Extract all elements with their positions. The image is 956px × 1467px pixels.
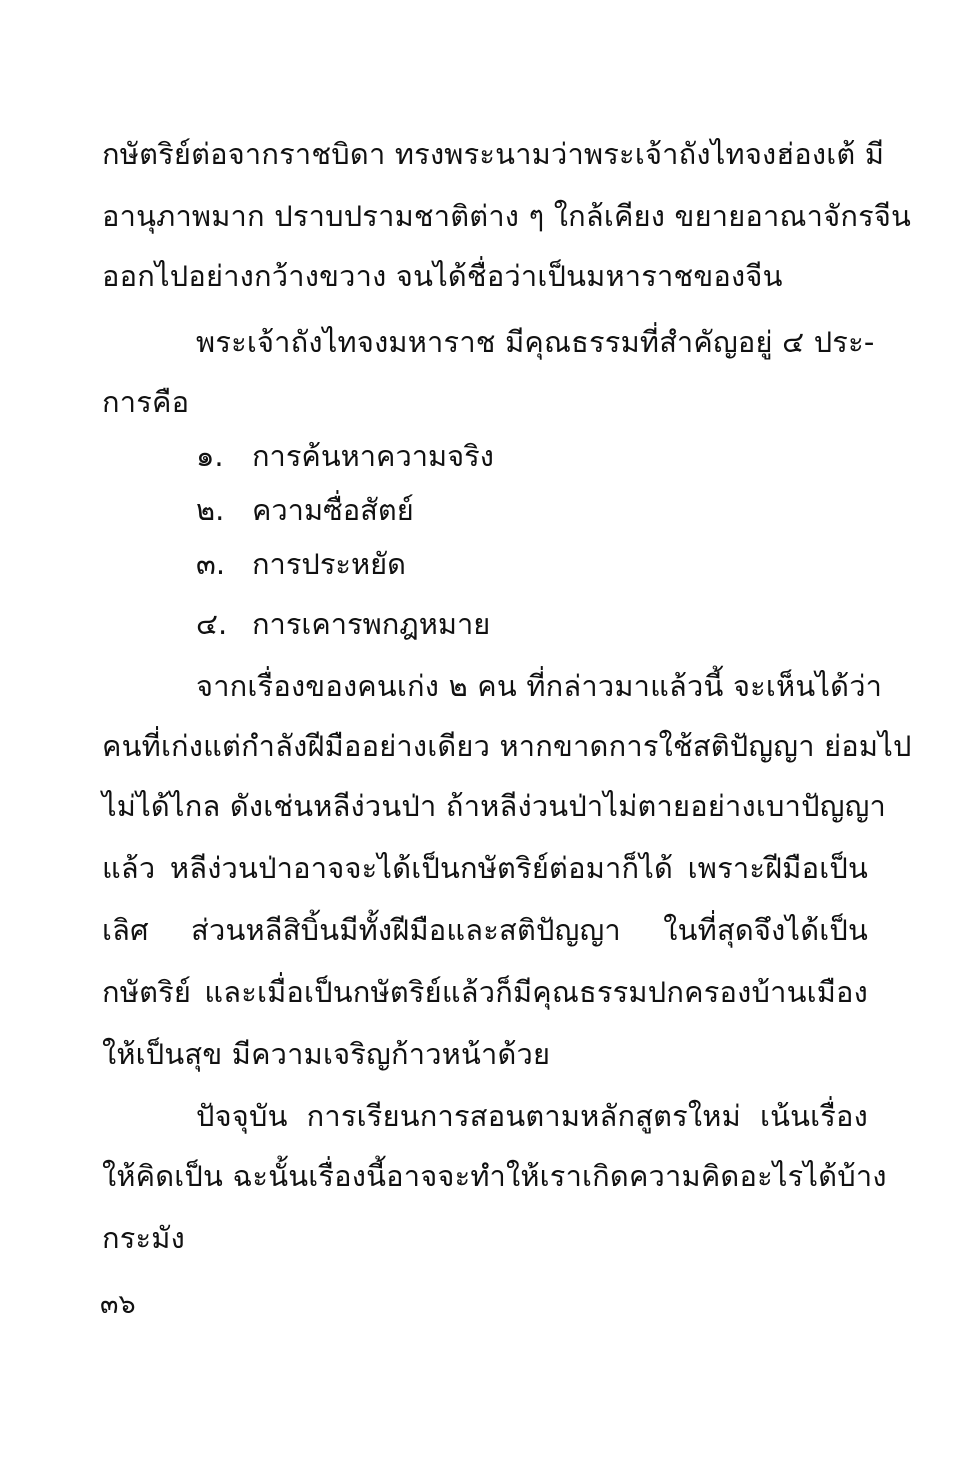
paragraph-2-line-2: การคือ xyxy=(102,385,190,419)
list-item-number: ๔. xyxy=(196,607,228,641)
list-item-number: ๓. xyxy=(196,547,226,581)
paragraph-1-line-1: กษัตริย์ต่อจากราชบิดา ทรงพระนามว่าพระเจ้าถังไทจงฮ่องเต้ มี xyxy=(102,137,885,171)
paragraph-3-line-5: เลิศ ส่วนหลีสิบิ้นมีทั้งฝีมือและสติปัญญา ในที่สุดจึงได้เป็น xyxy=(102,913,868,947)
paragraph-2-line-1: พระเจ้าถังไทจงมหาราช มีคุณธรรมที่สำคัญอยู่ ๔ ประ- xyxy=(196,325,875,359)
paragraph-3-line-2: คนที่เก่งแต่กำลังฝีมืออย่างเดียว หากขาดการใช้สติปัญญา ย่อมไป xyxy=(102,729,912,763)
paragraph-4-line-1: ปัจจุบัน การเรียนการสอนตามหลักสูตรใหม่ เน้นเรื่อง xyxy=(196,1099,868,1133)
list-item-text: การประหยัด xyxy=(252,547,406,581)
paragraph-1-line-2: อานุภาพมาก ปราบปรามชาติต่าง ๆ ใกล้เคียง ขยายอาณาจักรจีน xyxy=(102,199,912,233)
list-item-number: ๒. xyxy=(196,493,225,527)
paragraph-1-line-3: ออกไปอย่างกว้างขวาง จนได้ชื่อว่าเป็นมหาราชของจีน xyxy=(102,259,783,293)
paragraph-3-line-4: แล้ว หลีง่วนป่าอาจจะได้เป็นกษัตริย์ต่อมาก็ได้ เพราะฝีมือเป็น xyxy=(102,851,868,885)
paragraph-3-line-7: ให้เป็นสุข มีความเจริญก้าวหน้าด้วย xyxy=(102,1037,551,1071)
list-item-number: ๑. xyxy=(196,439,224,473)
paragraph-3-line-3: ไม่ได้ไกล ดังเช่นหลีง่วนป่า ถ้าหลีง่วนป่าไม่ตายอย่างเบาปัญญา xyxy=(102,789,887,823)
list-item-text: การค้นหาความจริง xyxy=(252,439,494,473)
paragraph-4-line-2: ให้คิดเป็น ฉะนั้นเรื่องนี้อาจจะทำให้เราเกิดความคิดอะไรได้บ้าง xyxy=(102,1159,887,1193)
list-item xyxy=(196,436,494,476)
list-item-text: ความซื่อสัตย์ xyxy=(252,493,414,527)
paragraph-3-line-1: จากเรื่องของคนเก่ง ๒ คน ที่กล่าวมาแล้วนี้ จะเห็นได้ว่า xyxy=(196,669,883,703)
paragraph-3-line-6: กษัตริย์ และเมื่อเป็นกษัตริย์แล้วก็มีคุณธรรมปกครองบ้านเมือง xyxy=(102,975,868,1009)
list-item xyxy=(196,490,414,530)
list-item xyxy=(196,544,406,584)
page-number: ๓๖ xyxy=(100,1289,136,1320)
paragraph-4-line-3: กระมัง xyxy=(102,1221,185,1255)
list-item-text: การเคารพกฎหมาย xyxy=(252,607,491,641)
list-item xyxy=(196,604,490,644)
